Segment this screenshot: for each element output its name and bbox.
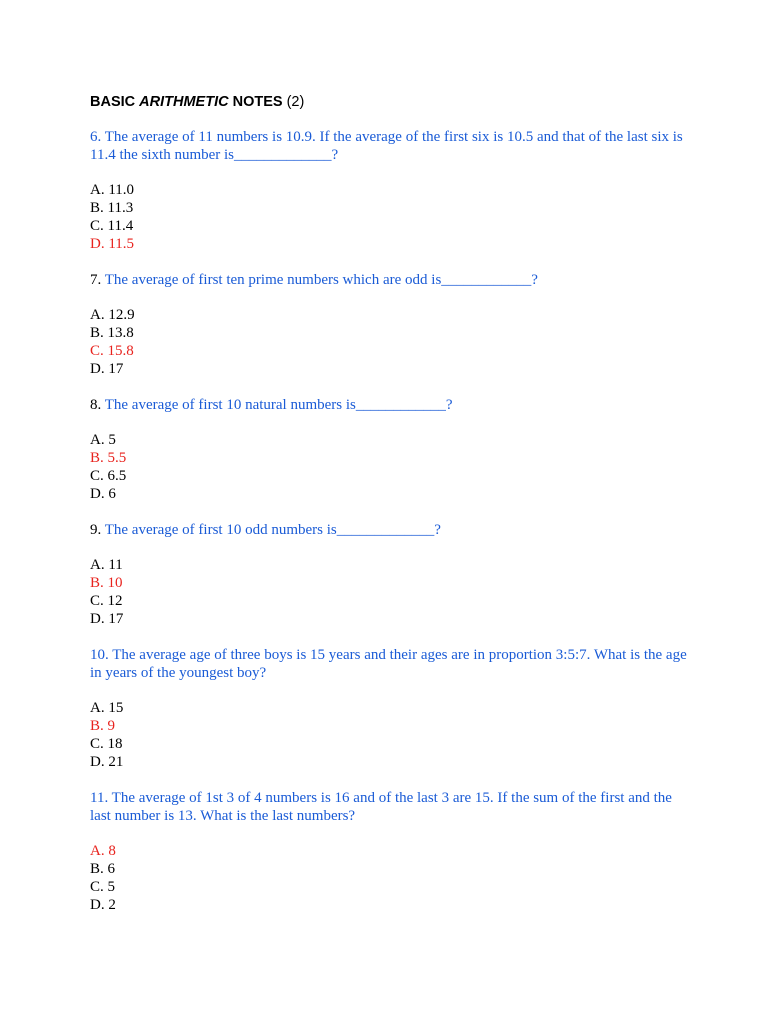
option: D. 21 — [90, 754, 124, 770]
option: D. 6 — [90, 486, 116, 502]
question-text — [90, 128, 690, 164]
question-body: The average of 1st 3 of 4 numbers is 16 and of the last 3 are 15. If the sum of the first and the last number is 13. What is the last numbers? — [90, 790, 672, 824]
option: B. 6 — [90, 861, 116, 877]
title-basic: BASIC — [90, 94, 140, 110]
question-number: 11. — [90, 790, 109, 806]
question-number: 9. — [90, 522, 102, 538]
question-text — [90, 271, 690, 289]
option: B. 11.3 — [90, 200, 134, 216]
question-text — [90, 521, 690, 539]
option: C. 6.5 — [90, 468, 127, 484]
page-title — [90, 92, 690, 112]
question-text — [90, 789, 690, 825]
question-number: 10. — [90, 647, 109, 663]
option: A. 15 — [90, 700, 124, 716]
question-body: The average of first ten prime numbers which are odd is____________? — [101, 272, 538, 288]
option: A. 11.0 — [90, 182, 135, 198]
correct-option: B. 5.5 — [90, 450, 127, 466]
question-11 — [90, 789, 690, 914]
option: B. 13.8 — [90, 325, 134, 341]
option: C. 18 — [90, 736, 123, 752]
title-notes: NOTES — [228, 94, 283, 110]
question-body: The average of 11 numbers is 10.9. If the average of the first six is 10.5 and that of the last six is 11.4 the sixth number is_____________? — [90, 129, 683, 163]
correct-option: D. 11.5 — [90, 236, 135, 252]
title-part-number: (2) — [282, 94, 305, 110]
question-number: 8. — [90, 397, 102, 413]
title-arithmetic: ARITHMETIC — [139, 94, 229, 110]
option: D. 2 — [90, 897, 116, 913]
question-6 — [90, 128, 690, 253]
question-9 — [90, 521, 690, 628]
question-body: The average of first 10 odd numbers is_____________? — [101, 522, 441, 538]
option: C. 12 — [90, 593, 123, 609]
question-text — [90, 646, 690, 682]
question-10 — [90, 646, 690, 771]
correct-option: C. 15.8 — [90, 343, 134, 359]
question-7 — [90, 271, 690, 378]
option: C. 11.4 — [90, 218, 134, 234]
correct-option: B. 9 — [90, 718, 116, 734]
option: A. 11 — [90, 557, 123, 573]
document-page — [90, 92, 690, 932]
option: A. 12.9 — [90, 307, 135, 323]
option: D. 17 — [90, 361, 124, 377]
question-body: The average age of three boys is 15 years and their ages are in proportion 3:5:7. What is the age in years of the youngest boy? — [90, 647, 687, 681]
question-number: 7. — [90, 272, 102, 288]
option: C. 5 — [90, 879, 116, 895]
correct-option: A. 8 — [90, 843, 116, 859]
question-body: The average of first 10 natural numbers is____________? — [101, 397, 453, 413]
question-number: 6. — [90, 129, 102, 145]
option: A. 5 — [90, 432, 116, 448]
option: D. 17 — [90, 611, 124, 627]
question-text — [90, 396, 690, 414]
question-8 — [90, 396, 690, 503]
correct-option: B. 10 — [90, 575, 123, 591]
